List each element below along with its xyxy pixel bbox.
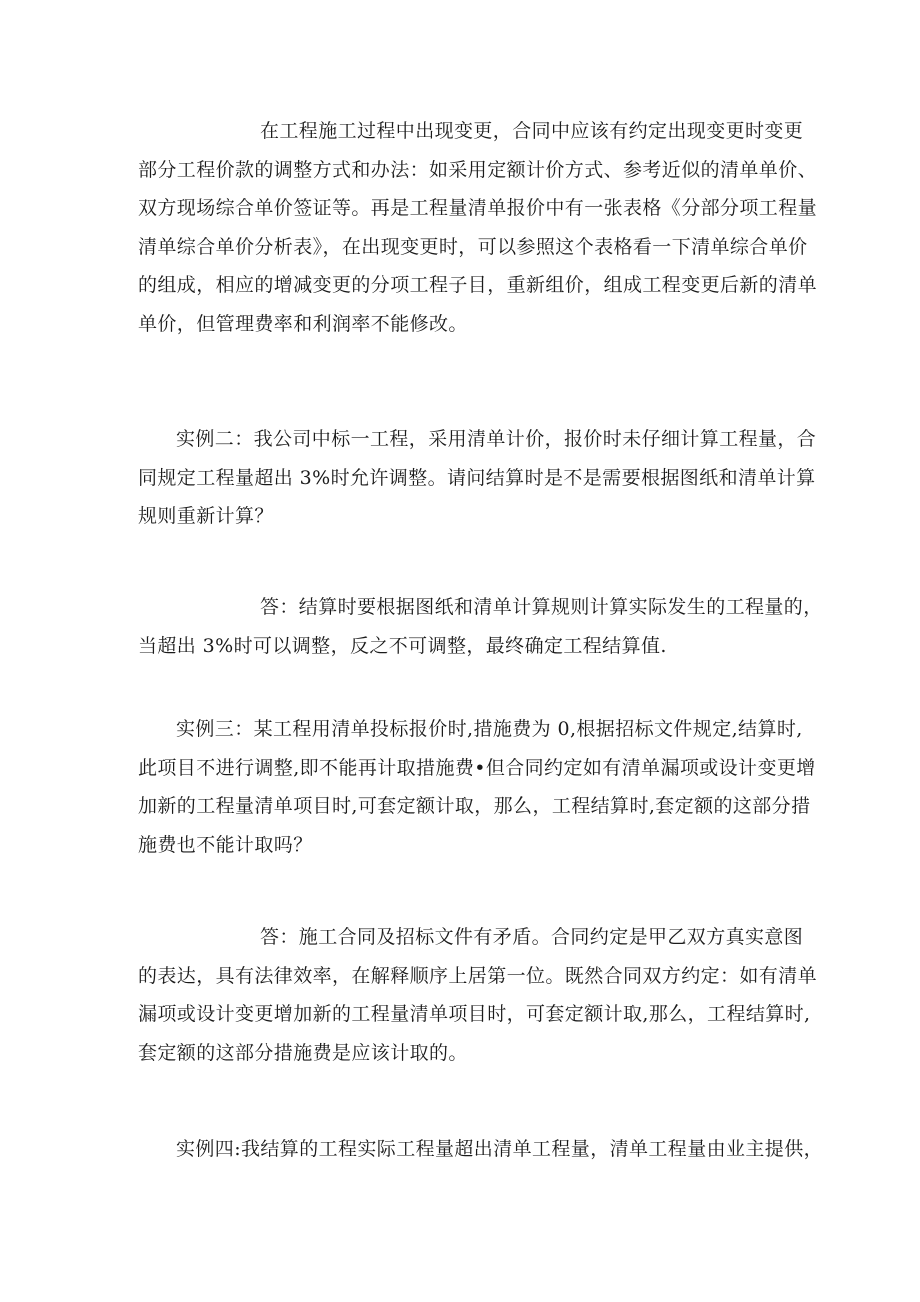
text-line: 单价，但管理费率和利润率不能修改。: [138, 312, 468, 335]
paragraph-example-three: [138, 710, 816, 864]
text-line: 实例二：我公司中标一工程，采用清单计价，报价时未仔细计算工程量，合: [176, 428, 817, 450]
text-line: 答：结算时要根据图纸和清单计算规则计算实际发生的工程量的，: [260, 596, 823, 618]
text-line: 部分工程价款的调整方式和办法：如采用定额计价方式、参考近似的清单单价、: [138, 158, 818, 181]
text-line: 答：施工合同及招标文件有矛盾。合同约定是甲乙双方真实意图: [260, 926, 804, 948]
text-line: 在工程施工过程中出现变更，合同中应该有约定出现变更时变更: [260, 120, 804, 142]
text-line: 的组成，相应的增减变更的分项工程子目，重新组价，组成工程变更后新的清单: [138, 274, 818, 296]
text-line: 双方现场综合单价签证等。再是工程量清单报价中有一张表格《分部分项工程量: [138, 197, 818, 219]
text-line: 施费也不能计取吗？: [138, 833, 313, 856]
paragraph-example-two: [138, 420, 817, 536]
text-line: 规则重新计算？: [138, 505, 274, 527]
text-line: 清单综合单价分析表》，在出现变更时，可以参照这个表格看一下清单综合单价: [138, 235, 808, 258]
text-line: 的表达，具有法律效率，在解释顺序上居第一位。既然合同双方约定：如有清单: [138, 964, 818, 987]
text-line: 实例四:我结算的工程实际工程量超出清单工程量，清单工程量由业主提供，: [176, 1138, 824, 1160]
paragraph-example-four: [138, 1130, 824, 1169]
text-line: 此项目不进行调整,即不能再计取措施费•但合同约定如有清单漏项或设计变更增: [138, 756, 816, 779]
text-line: 漏项或设计变更增加新的工程量清单项目时，可套定额计取,那么，工程结算时,: [138, 1003, 811, 1025]
text-line: 当超出 3%时可以调整，反之不可调整，最终确定工程结算值.: [138, 634, 667, 657]
paragraph-answer-two: [138, 588, 823, 665]
text-line: 同规定工程量超出 3%时允许调整。请问结算时是不是需要根据图纸和清单计算: [138, 466, 816, 489]
paragraph-answer-three: [138, 918, 818, 1072]
text-line: 加新的工程量清单项目时,可套定额计取，那么，工程结算时,套定额的这部分措: [138, 795, 811, 817]
text-line: 套定额的这部分措施费是应该计取的。: [138, 1041, 468, 1064]
text-line: 实例三：某工程用清单投标报价时,措施费为 0,根据招标文件规定,结算时,: [176, 718, 803, 740]
paragraph-change-pricing: [138, 112, 818, 343]
